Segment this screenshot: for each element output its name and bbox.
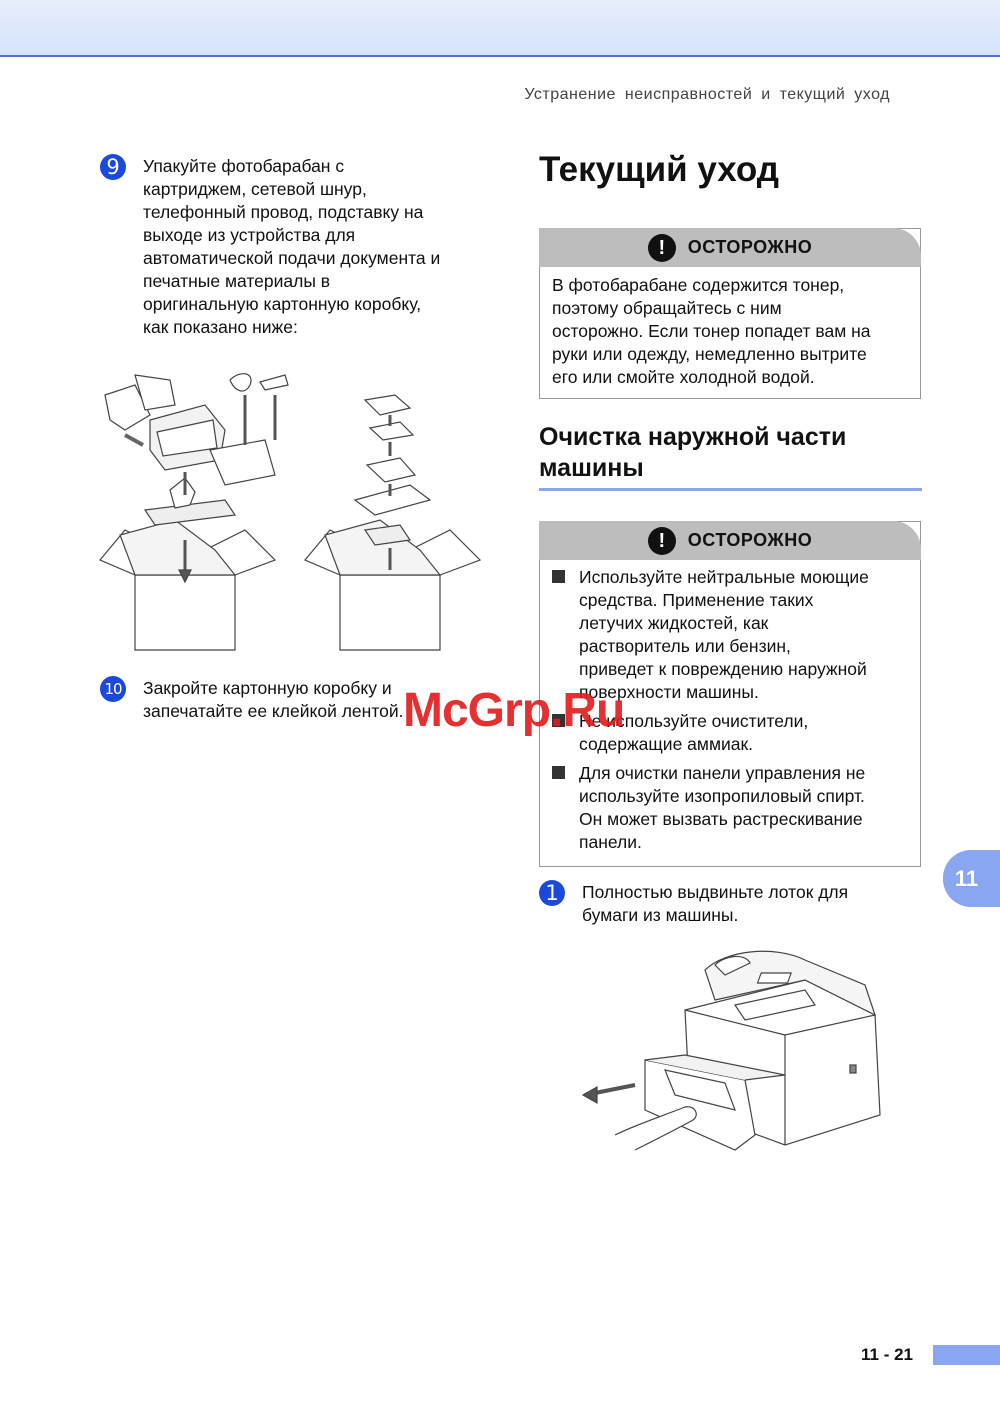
section-title: Очистка наружной части машины bbox=[539, 422, 922, 491]
warning-icon: ! bbox=[648, 234, 676, 262]
step-1-text: Полностью выдвиньте лоток для бумаги из машины. bbox=[582, 882, 849, 925]
bullet-text: Используйте нейтральные моющие средства. Применение таких летучих жидкостей, как растворитель или бензин, приведет к повреждению наружной поверхности машины. bbox=[579, 567, 869, 702]
bullet-square-icon bbox=[552, 766, 565, 779]
step-9 bbox=[100, 155, 495, 339]
bullet-text: Для очистки панели управления не используйте изопропиловый спирт. Он может вызвать растрескивание панели. bbox=[579, 763, 866, 852]
caution-header bbox=[539, 228, 921, 267]
running-title: Устранение неисправностей и текущий уход bbox=[524, 86, 890, 103]
page-number-bar bbox=[933, 1345, 1000, 1365]
header-bar bbox=[0, 0, 1000, 57]
right-carton bbox=[305, 395, 480, 650]
watermark: McGrp.Ru bbox=[403, 684, 625, 737]
packing-illustration bbox=[95, 360, 490, 660]
page-title: Текущий уход bbox=[539, 150, 779, 189]
bullet-text: Не используйте очистители, содержащие аммиак. bbox=[579, 711, 809, 754]
step-10-text: Закройте картонную коробку и запечатайте ее клейкой лентой. bbox=[143, 678, 404, 721]
step-number-badge: 1 bbox=[539, 880, 565, 906]
step-9-text: Упакуйте фотобарабан с картриджем, сетевой шнур, телефонный провод, подставку на выходе из устройства для автоматической подачи документа и печатные материалы в оригинальную картонную коробку, как показано ниже: bbox=[143, 156, 441, 337]
chapter-tab: 11 bbox=[943, 850, 1000, 907]
caution-title: ОСТОРОЖНО bbox=[687, 237, 813, 257]
warning-icon: ! bbox=[648, 527, 676, 555]
caution-header bbox=[539, 521, 921, 560]
caution-box-toner bbox=[539, 228, 921, 399]
caution-text: В фотобарабане содержится тонер, поэтому обращайтесь с ним осторожно. Если тонер попадет вам на руки или одежду, немедленно вытрите его или смойте холодной водой. bbox=[552, 275, 871, 387]
bullet-square-icon bbox=[552, 570, 565, 583]
page-number: 11 - 21 bbox=[861, 1345, 913, 1364]
bullet-item bbox=[552, 762, 908, 854]
caution-title: ОСТОРОЖНО bbox=[687, 530, 813, 550]
left-carton bbox=[100, 374, 288, 650]
step-1 bbox=[539, 881, 921, 927]
fax-machine-tray-illustration bbox=[575, 935, 885, 1160]
step-number-badge: 9 bbox=[100, 154, 126, 180]
step-number-badge: 10 bbox=[100, 676, 126, 702]
